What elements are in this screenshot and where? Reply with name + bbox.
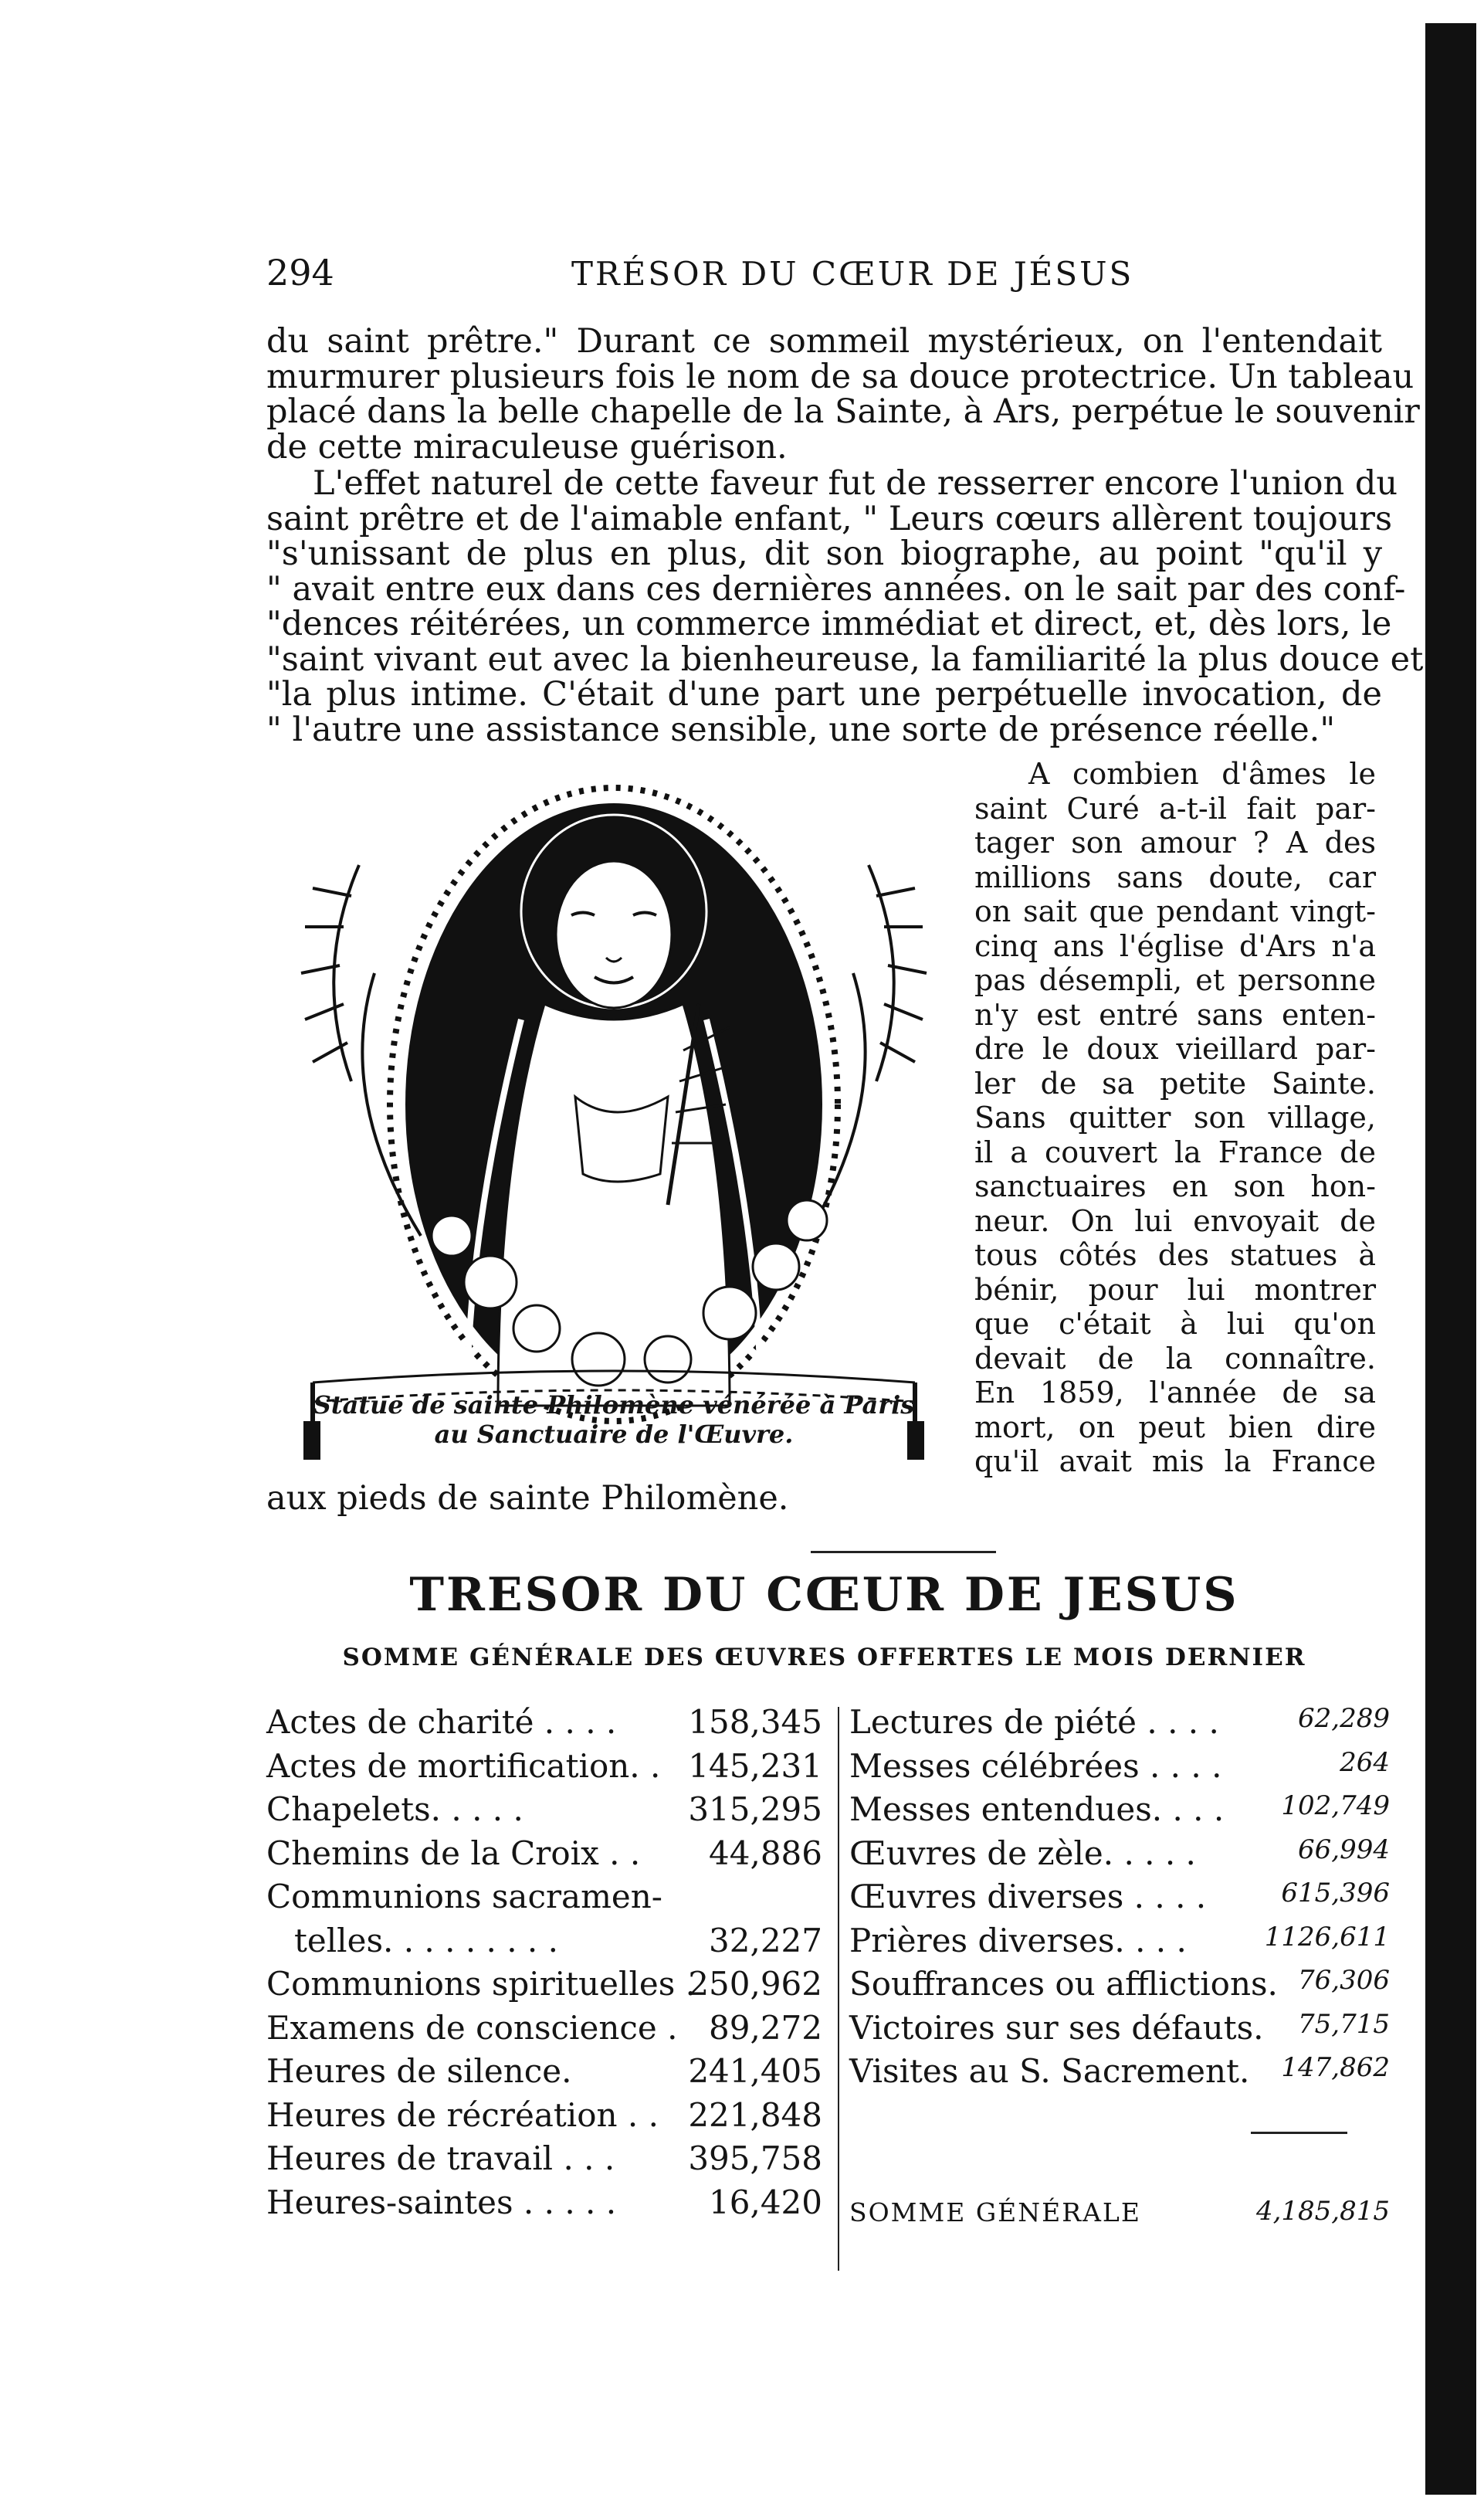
table-row [849, 2052, 1390, 2096]
text-line: n'y est entré sans enten- [974, 997, 1376, 1032]
table-row [266, 1747, 822, 1791]
table-row [266, 2139, 822, 2183]
total-rule [1251, 2132, 1347, 2134]
text-line: pas désempli, et personne [974, 963, 1376, 997]
table-row [266, 1965, 822, 2009]
row-value: 75,715 [1298, 2008, 1390, 2040]
row-label: Actes de charité . . . . [266, 1703, 617, 1741]
row-value: 264 [1340, 1746, 1390, 1778]
row-label: telles. . . . . . . . . [294, 1921, 558, 1959]
caption-line: Statue de sainte Philomène vénérée à Paris [313, 1390, 915, 1420]
page-edge-shadow [1425, 23, 1476, 2495]
row-value: 395,758 [688, 2139, 822, 2177]
table-row [849, 1878, 1390, 1922]
row-value: 221,848 [688, 2095, 822, 2134]
text-line: de cette miraculeuse guérison. [266, 427, 788, 466]
text-line: saint Curé a-t-il fait par- [974, 791, 1376, 826]
text-line: qu'il avait mis la France [974, 1444, 1376, 1478]
table-row [849, 1747, 1390, 1791]
paragraph-2 [266, 464, 1424, 749]
row-label: Visites au S. Sacrement. [849, 2052, 1250, 2090]
row-value: 147,862 [1281, 2052, 1390, 2083]
table-row [849, 1922, 1390, 1966]
row-label: Heures-saintes . . . . . [266, 2183, 617, 2221]
text-line: devait de la connaître. [974, 1341, 1376, 1376]
section-divider [811, 1551, 996, 1553]
row-label: Chapelets. . . . . [266, 1790, 523, 1828]
table-row [266, 1790, 822, 1834]
row-value: 1126,611 [1264, 1921, 1390, 1952]
closing-line: aux pieds de sainte Philomène. [266, 1479, 789, 1518]
row-value: 241,405 [688, 2052, 822, 2090]
page-number: 294 [266, 252, 334, 293]
text-line: on sait que pendant vingt- [974, 894, 1376, 928]
row-value: 315,295 [688, 1790, 822, 1828]
table-row [266, 1922, 822, 1966]
row-label: Chemins de la Croix . . [266, 1834, 641, 1872]
text-line: neur. On lui envoyait de [974, 1203, 1376, 1238]
text-line: Sans quitter son village, [974, 1101, 1376, 1135]
row-value: 102,749 [1281, 1790, 1390, 1821]
works-table-right [849, 1703, 1390, 2096]
table-row [266, 1703, 822, 1747]
table-title: TRESOR DU CŒUR DE JESUS [409, 1568, 1239, 1622]
row-value: 158,345 [688, 1703, 822, 1741]
row-label: Œuvres diverses . . . . [849, 1878, 1207, 1915]
grand-total [849, 2197, 1390, 2236]
text-line: bénir, pour lui montrer [974, 1272, 1376, 1307]
text-line: dre le doux vieillard par- [974, 1032, 1376, 1066]
table-row [266, 2183, 822, 2227]
row-value: 62,289 [1298, 1703, 1390, 1734]
caption-line: au Sanctuaire de l'Œuvre. [434, 1420, 794, 1449]
row-label: Victoires sur ses défauts. [849, 2008, 1264, 2047]
text-line: ler de sa petite Sainte. [974, 1066, 1376, 1101]
table-row [266, 1834, 822, 1878]
row-value: 44,886 [709, 1834, 822, 1872]
text-line: " avait entre eux dans ces dernières années. on le sait par des conf- [266, 569, 1406, 609]
side-column-text [974, 757, 1376, 1479]
text-line: sanctuaires en son hon- [974, 1169, 1376, 1203]
figure-caption [266, 1390, 961, 1449]
row-value: 16,420 [709, 2183, 822, 2221]
row-label: Heures de silence. [266, 2052, 572, 2090]
table-row [849, 1703, 1390, 1747]
statue-illustration [266, 772, 961, 1467]
row-value: 250,962 [688, 1965, 822, 2003]
text-line: L'effet naturel de cette faveur fut de resserrer encore l'union du [313, 464, 1398, 503]
row-label: Actes de mortification. . [266, 1746, 661, 1785]
row-value: 145,231 [688, 1746, 822, 1785]
table-row [849, 1790, 1390, 1834]
table-row [849, 1834, 1390, 1878]
table-row [266, 2052, 822, 2096]
text-line: placé dans la belle chapelle de la Sainte, à Ars, perpétue le souvenir [266, 392, 1420, 431]
row-value: 66,994 [1298, 1834, 1390, 1865]
text-line: saint prêtre et de l'aimable enfant, " Leurs cœurs allèrent toujours [266, 499, 1393, 538]
table-row [266, 1878, 822, 1922]
total-label: SOMME GÉNÉRALE [849, 2197, 1141, 2227]
row-value: 76,306 [1298, 1965, 1390, 1996]
text-line: murmurer plusieurs fois le nom de sa douce protectrice. Un tableau [266, 357, 1415, 396]
row-value: 32,227 [709, 1921, 822, 1959]
row-label: Prières diverses. . . . [849, 1921, 1187, 1959]
text-line: que c'était à lui qu'on [974, 1307, 1376, 1341]
row-label: Heures de récréation . . [266, 2095, 659, 2134]
text-line: millions sans doute, car [974, 860, 1376, 894]
row-label: Examens de conscience . [266, 2008, 678, 2047]
works-table-left [266, 1703, 822, 2227]
table-row [849, 2009, 1390, 2053]
table-row [849, 1965, 1390, 2009]
total-value: 4,185,815 [1255, 2196, 1390, 2227]
text-line: mort, on peut bien dire [974, 1410, 1376, 1444]
row-label: Heures de travail . . . [266, 2139, 615, 2177]
table-row [266, 2096, 822, 2140]
text-line: "saint vivant eut avec la bienheureuse, la familiarité la plus douce et [266, 640, 1424, 679]
table-subtitle: SOMME GÉNÉRALE DES ŒUVRES OFFERTES LE MOIS DERNIER [342, 1644, 1306, 1671]
text-line: "dences réitérées, un commerce immédiat et direct, et, dès lors, le [266, 605, 1392, 643]
table-row [266, 2009, 822, 2053]
table-column-divider [838, 1707, 839, 2271]
paragraph-1 [266, 322, 1420, 466]
row-value: 615,396 [1281, 1878, 1390, 1908]
row-value: 89,272 [709, 2008, 822, 2047]
text-line: " l'autre une assistance sensible, une sorte de présence réelle." [266, 710, 1336, 749]
text-line: A combien d'âmes le [1028, 757, 1376, 791]
text-line: tous côtés des statues à [974, 1238, 1376, 1272]
row-label: Messes célébrées . . . . [849, 1746, 1222, 1785]
text-line: "la plus intime. C'était d'une part une perpétuelle invocation, de [266, 675, 1382, 714]
row-label: Messes entendues. . . . [849, 1790, 1225, 1828]
text-line: "s'unissant de plus en plus, dit son biographe, au point "qu'il y [266, 534, 1382, 573]
text-line: du saint prêtre." Durant ce sommeil mystérieux, on l'entendait [266, 322, 1382, 361]
statue-engraving [266, 772, 961, 1467]
text-line: tager son amour ? A des [974, 826, 1376, 860]
row-label: Lectures de piété . . . . [849, 1703, 1219, 1741]
text-line: En 1859, l'année de sa [974, 1376, 1376, 1410]
text-line: il a couvert la France de [974, 1135, 1376, 1169]
row-label: Communions sacramen- [266, 1878, 663, 1915]
running-title: TRÉSOR DU CŒUR DE JÉSUS [571, 255, 1134, 293]
row-label: Communions spirituelles . [266, 1965, 696, 2003]
text-line: cinq ans l'église d'Ars n'a [974, 928, 1376, 963]
row-label: Souffrances ou afflictions. [849, 1965, 1278, 2003]
row-label: Œuvres de zèle. . . . . [849, 1834, 1196, 1872]
